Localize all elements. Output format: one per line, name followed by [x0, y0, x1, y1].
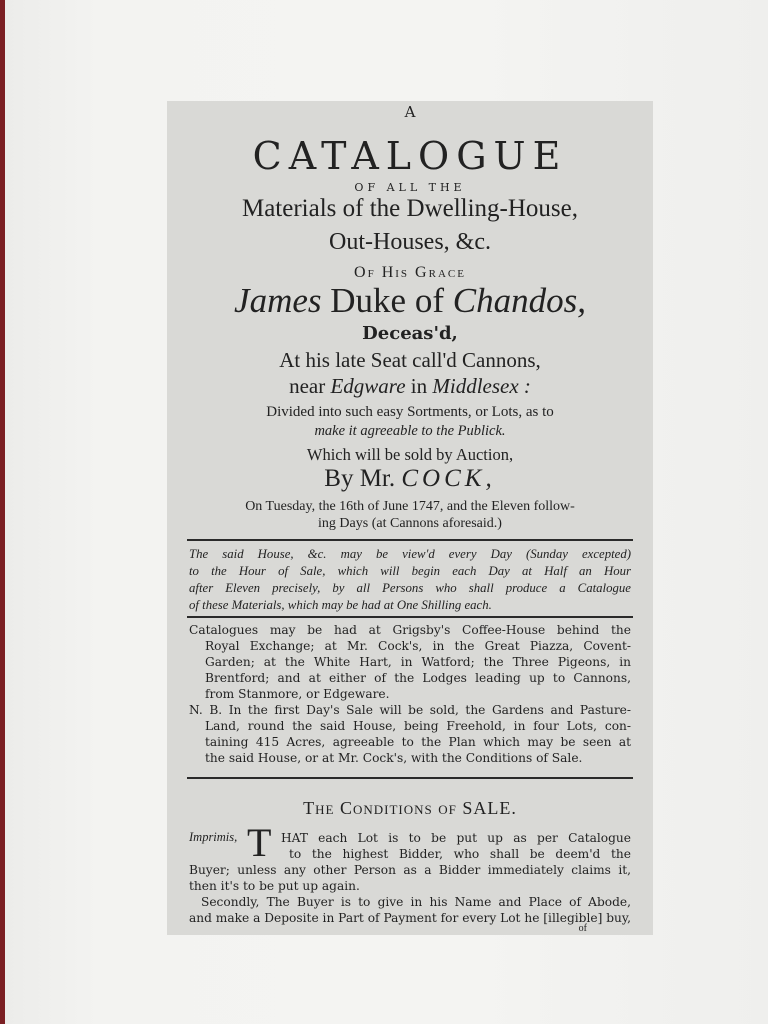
duke-name-line [167, 281, 653, 321]
location-town: Edgware [330, 374, 406, 398]
conditions-line: Buyer; unless any other Person as a Bidder immediately claims it, [189, 863, 631, 877]
duke-dukedom: Chandos, [452, 281, 586, 320]
conditions-line: then it's to be put up again. [189, 879, 360, 893]
book-page [5, 0, 768, 1024]
outhouses-line: Out-Houses, &c. [329, 229, 491, 255]
conditions-heading: The Conditions of SALE. [303, 798, 517, 818]
by-mr-cock-line [167, 465, 653, 493]
conditions-line: HAT each Lot is to be put up as per Catalogue [281, 831, 631, 845]
duke-title: Duke of [321, 281, 453, 320]
date-line-2: ing Days (at Cannons aforesaid.) [318, 516, 502, 531]
divided-line-2: make it agreeable to the Publick. [314, 423, 506, 439]
catalogue-title: CATALOGUE [252, 134, 568, 178]
nota-bene-line: Land, round the said House, being Freehold, in four Lots, con- [205, 719, 631, 733]
imprimis-label: Imprimis, [189, 830, 238, 844]
catalogues-line: Garden; at the White Hart, in Watford; the Three Pigeons, in [205, 655, 631, 669]
drop-cap: T [247, 820, 272, 865]
deceased-line: Deceas'd, [362, 323, 458, 344]
of-his-grace-line: Of His Grace [354, 264, 466, 281]
location-pre: near [289, 374, 331, 398]
conditions-line: and make a Deposite in Part of Payment for every Lot he [illegible] buy, [189, 911, 631, 925]
nota-bene-line: taining 415 Acres, agreeable to the Plan which may be seen at [205, 735, 631, 749]
of-all-the-line: OF ALL THE [354, 181, 466, 194]
auctioneer-name: COCK, [401, 465, 496, 492]
viewing-notice-line: after Eleven precisely, by all Persons who shall produce a Catalogue [189, 581, 631, 595]
conditions-line: to the highest Bidder, who shall be deem'd the [289, 847, 631, 861]
viewing-notice-line: of these Materials, which may be had at One Shilling each. [189, 598, 492, 612]
seat-line: At his late Seat call'd Cannons, [279, 348, 541, 372]
date-line-1: On Tuesday, the 16th of June 1747, and the Eleven follow- [245, 499, 575, 514]
location-mid: in [405, 374, 433, 398]
by-mr-prefix: By Mr. [324, 465, 402, 492]
nota-bene-line: the said House, or at Mr. Cock's, with the Conditions of Sale. [205, 751, 583, 765]
catchword: of [578, 923, 587, 934]
divider-2 [187, 616, 633, 618]
divided-line-1: Divided into such easy Sortments, or Lots, as to [266, 404, 554, 420]
title-article: A [404, 103, 416, 121]
viewing-notice-line: The said House, &c. may be view'd every Day (Sunday excepted) [189, 547, 631, 561]
duke-first-name: James [234, 281, 322, 320]
catalogue-facsimile [167, 101, 653, 935]
divider-1 [187, 539, 633, 541]
catalogues-line: Brentford; and at either of the Lodges leading up to Cannons, [205, 671, 631, 685]
viewing-notice-line: to the Hour of Sale, which will begin each Day at Half an Hour [189, 564, 631, 578]
catalogues-line: from Stanmore, or Edgeware. [205, 687, 390, 701]
nota-bene-line: N. B. In the first Day's Sale will be sold, the Gardens and Pasture- [189, 703, 631, 717]
location-county: Middlesex : [432, 374, 531, 398]
catalogues-line: Royal Exchange; at Mr. Cock's, in the Great Piazza, Covent- [205, 639, 631, 653]
location-line [167, 374, 653, 399]
materials-line: Materials of the Dwelling-House, [241, 195, 579, 222]
catalogues-line: Catalogues may be had at Grigsby's Coffee-House behind the [189, 623, 631, 637]
divider-3 [187, 777, 633, 779]
conditions-line: Secondly, The Buyer is to give in his Name and Place of Abode, [201, 895, 631, 909]
auction-line: Which will be sold by Auction, [306, 445, 514, 464]
